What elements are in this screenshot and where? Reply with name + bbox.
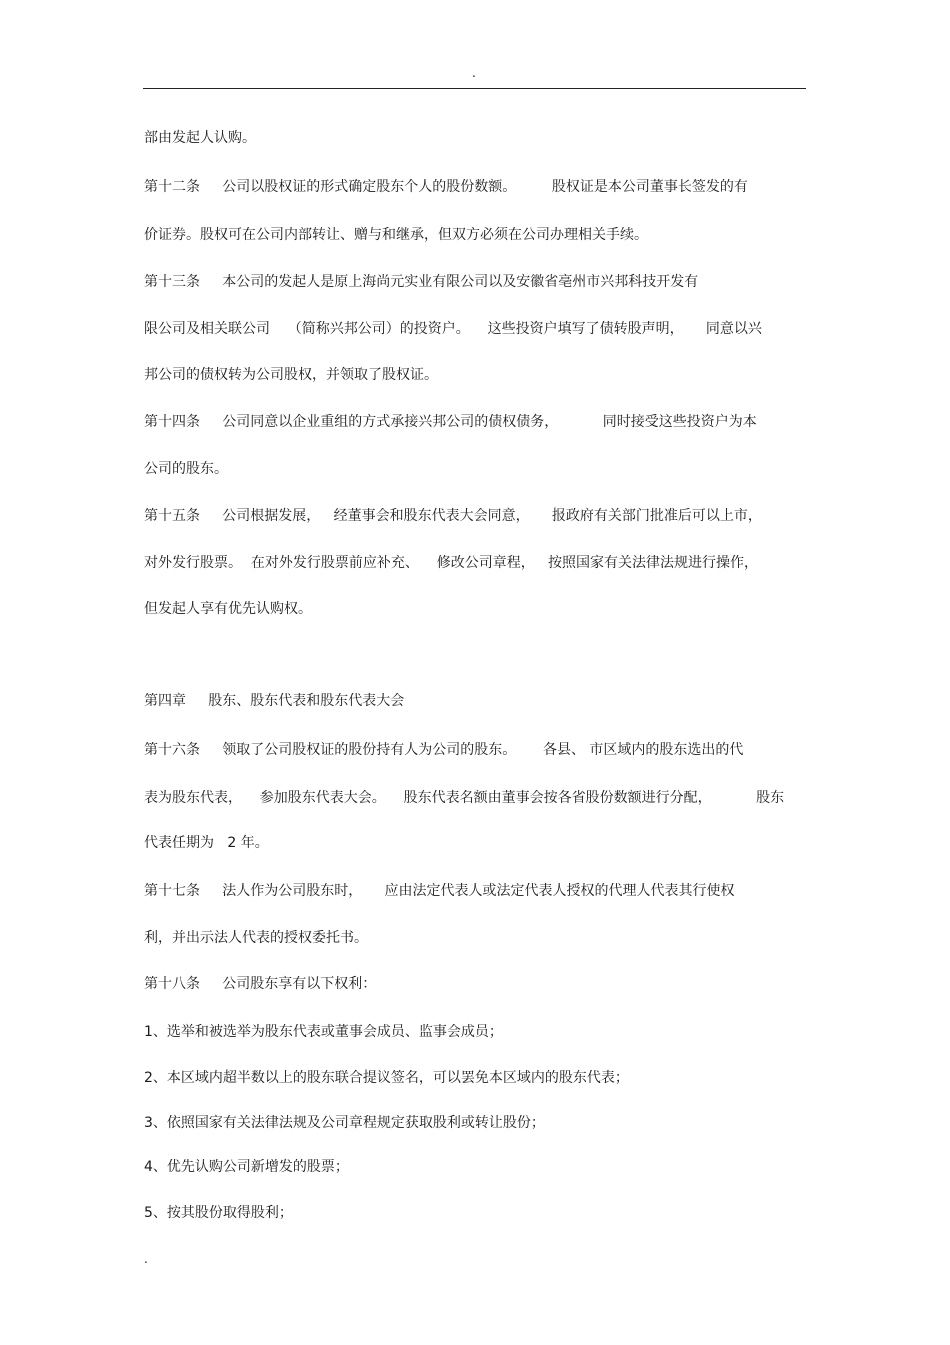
article-16-line: 第十六条 领取了公司股权证的股份持有人为公司的股东。 各县、 市区域内的股东选出的代 bbox=[144, 742, 744, 758]
article-18-line: 第十八条 公司股东享有以下权利： bbox=[144, 976, 377, 992]
article-13-line: 第十三条 本公司的发起人是原上海尚元实业有限公司以及安徽省亳州市兴邦科技开发有 bbox=[144, 274, 699, 290]
article-15-line: 第十五条 公司根据发展， 经董事会和股东代表大会同意， 报政府有关部门批准后可以上市， bbox=[144, 508, 762, 524]
list-item: 1、选举和被选举为股东代表或董事会成员、监事会成员； bbox=[144, 1024, 503, 1040]
article-14-line: 第十四条 公司同意以企业重组的方式承接兴邦公司的债权债务， 同时接受这些投资户为本 bbox=[144, 414, 757, 430]
article-17-line: 第十七条 法人作为公司股东时， 应由法定代表人或法定代表人授权的代理人代表其行使权 bbox=[144, 883, 735, 899]
list-item: 3、依照国家有关法律法规及公司章程规定获取股利或转让股份； bbox=[144, 1115, 545, 1131]
header-mark: . bbox=[472, 66, 476, 80]
text-line: 部由发起人认购。 bbox=[144, 130, 256, 146]
footer-mark: . bbox=[144, 1252, 148, 1266]
list-item: 4、优先认购公司新增发的股票； bbox=[144, 1159, 349, 1175]
text-line: 代表任期为 2 年。 bbox=[144, 835, 269, 851]
text-line: 公司的股东。 bbox=[144, 461, 228, 477]
text-line: 价证券。股权可在公司内部转让、赠与和继承，但双方必须在公司办理相关手续。 bbox=[144, 227, 648, 243]
text-line: 利，并出示法人代表的授权委托书。 bbox=[144, 930, 368, 946]
text-line: 邦公司的债权转为公司股权，并领取了股权证。 bbox=[144, 367, 438, 383]
list-item: 2、本区域内超半数以上的股东联合提议签名，可以罢免本区域内的股东代表； bbox=[144, 1070, 629, 1086]
text-line: 但发起人享有优先认购权。 bbox=[144, 601, 312, 617]
article-12-line: 第十二条 公司以股权证的形式确定股东个人的股份数额。 股权证是本公司董事长签发的有 bbox=[144, 179, 748, 195]
text-line: 限公司及相关联公司 （简称兴邦公司）的投资户。 这些投资户填写了债转股声明， 同意以兴 bbox=[144, 321, 762, 337]
list-item: 5、按其股份取得股利； bbox=[144, 1205, 293, 1221]
text-line: 表为股东代表， 参加股东代表大会。 股东代表名额由董事会按各省股份数额进行分配， 股东 bbox=[144, 790, 785, 806]
text-line: 对外发行股票。 在对外发行股票前应补充、 修改公司章程， 按照国家有关法律法规进行操作， bbox=[144, 555, 759, 571]
header-rule bbox=[143, 88, 806, 89]
chapter-4-heading: 第四章 股东、股东代表和股东代表大会 bbox=[144, 693, 405, 709]
